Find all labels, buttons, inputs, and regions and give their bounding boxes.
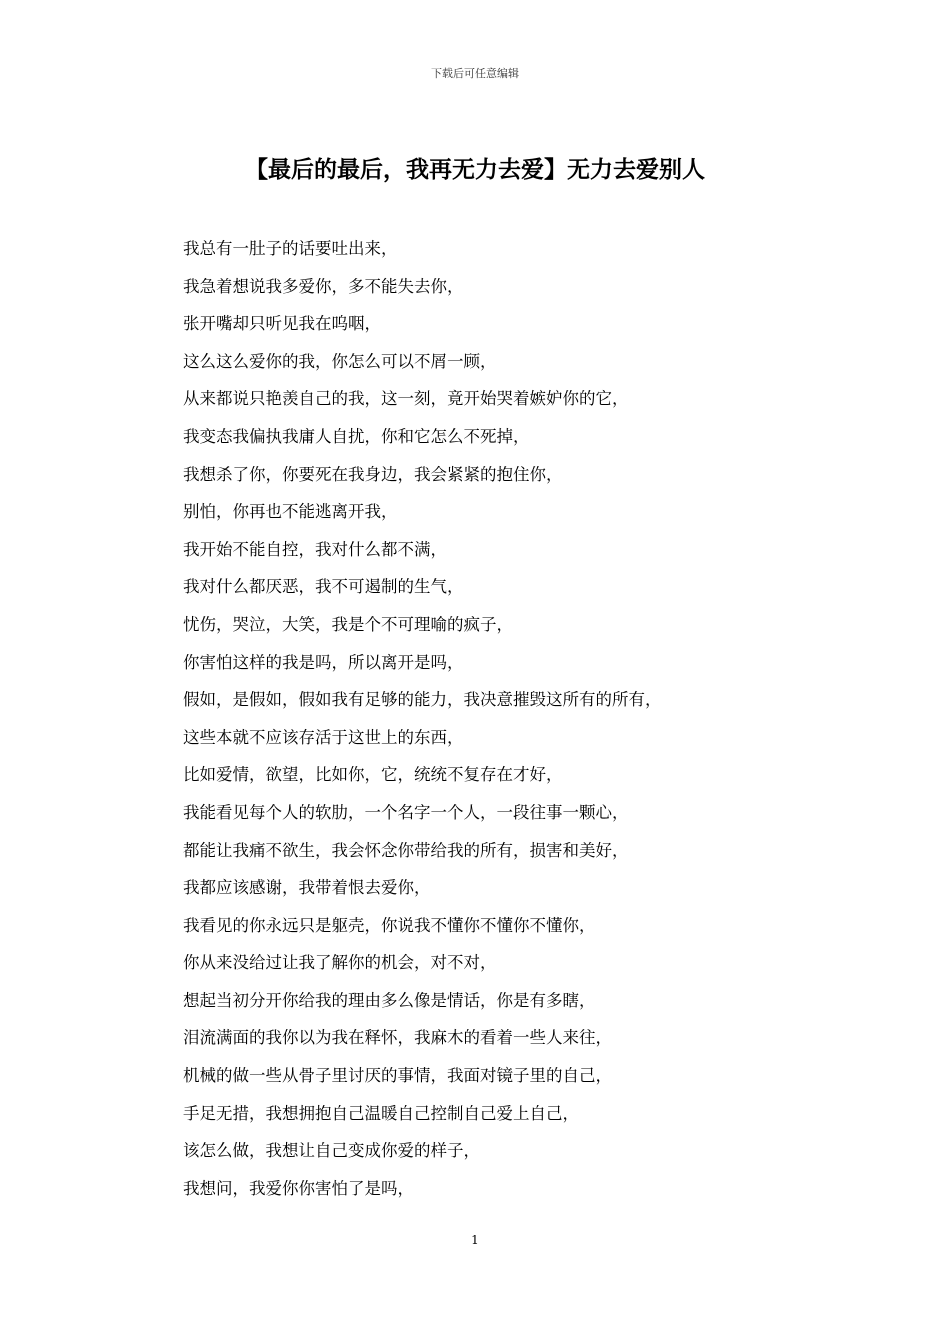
poem-line: 这些本就不应该存活于这世上的东西， (183, 727, 464, 747)
poem-line: 别怕，你再也不能逃离开我， (183, 502, 398, 522)
poem-line: 都能让我痛不欲生，我会怀念你带给我的所有，损害和美好， (183, 840, 629, 860)
page-header-note: 下载后可任意编辑 (431, 67, 519, 80)
poem-line: 手足无措，我想拥抱自己温暖自己控制自己爱上自己， (183, 1103, 579, 1123)
poem-line: 我想问，我爱你你害怕了是吗， (183, 1178, 414, 1198)
poem-line: 想起当初分开你给我的理由多么像是情话，你是有多瞎， (183, 990, 596, 1010)
poem-line: 该怎么做，我想让自己变成你爱的样子， (183, 1141, 480, 1161)
poem-line: 从来都说只艳羡自己的我，这一刻，竟开始哭着嫉妒你的它， (183, 389, 629, 409)
poem-line: 你从来没给过让我了解你的机会，对不对， (183, 953, 497, 973)
poem-line: 忧伤，哭泣，大笑，我是个不可理喻的疯子， (183, 614, 513, 634)
poem-line: 假如，是假如，假如我有足够的能力，我决意摧毁这所有的所有， (183, 690, 662, 710)
poem-line: 我看见的你永远只是躯壳，你说我不懂你不懂你不懂你， (183, 915, 596, 935)
page-number: 1 (471, 1233, 479, 1247)
poem-line: 我总有一肚子的话要吐出来， (183, 239, 398, 258)
poem-line: 你害怕这样的我是吗，所以离开是吗， (183, 652, 464, 672)
poem-line: 泪流满面的我你以为我在释怀，我麻木的看着一些人来往， (183, 1028, 612, 1048)
poem-body (183, 235, 783, 1212)
poem-line: 我能看见每个人的软肋，一个名字一个人，一段往事一颗心， (183, 802, 629, 822)
poem-line: 我变态我偏执我庸人自扰，你和它怎么不死掉， (183, 426, 530, 446)
poem-line: 比如爱情，欲望，比如你，它，统统不复存在才好， (183, 765, 563, 785)
poem-line: 我都应该感谢，我带着恨去爱你， (183, 878, 431, 898)
poem-line: 我对什么都厌恶，我不可遏制的生气， (183, 577, 464, 597)
poem-line: 张开嘴却只听见我在呜咽， (183, 314, 381, 334)
poem-line: 我开始不能自控，我对什么都不满， (183, 539, 447, 559)
poem-line: 机械的做一些从骨子里讨厌的事情，我面对镜子里的自己， (183, 1066, 612, 1086)
poem-line: 我想杀了你，你要死在我身边，我会紧紧的抱住你， (183, 464, 563, 484)
poem-line: 我急着想说我多爱你，多不能失去你， (183, 276, 464, 296)
document-title: 【最后的最后，我再无力去爱】无力去爱别人 (245, 156, 705, 183)
poem-line: 这么这么爱你的我，你怎么可以不屑一顾， (183, 351, 497, 371)
